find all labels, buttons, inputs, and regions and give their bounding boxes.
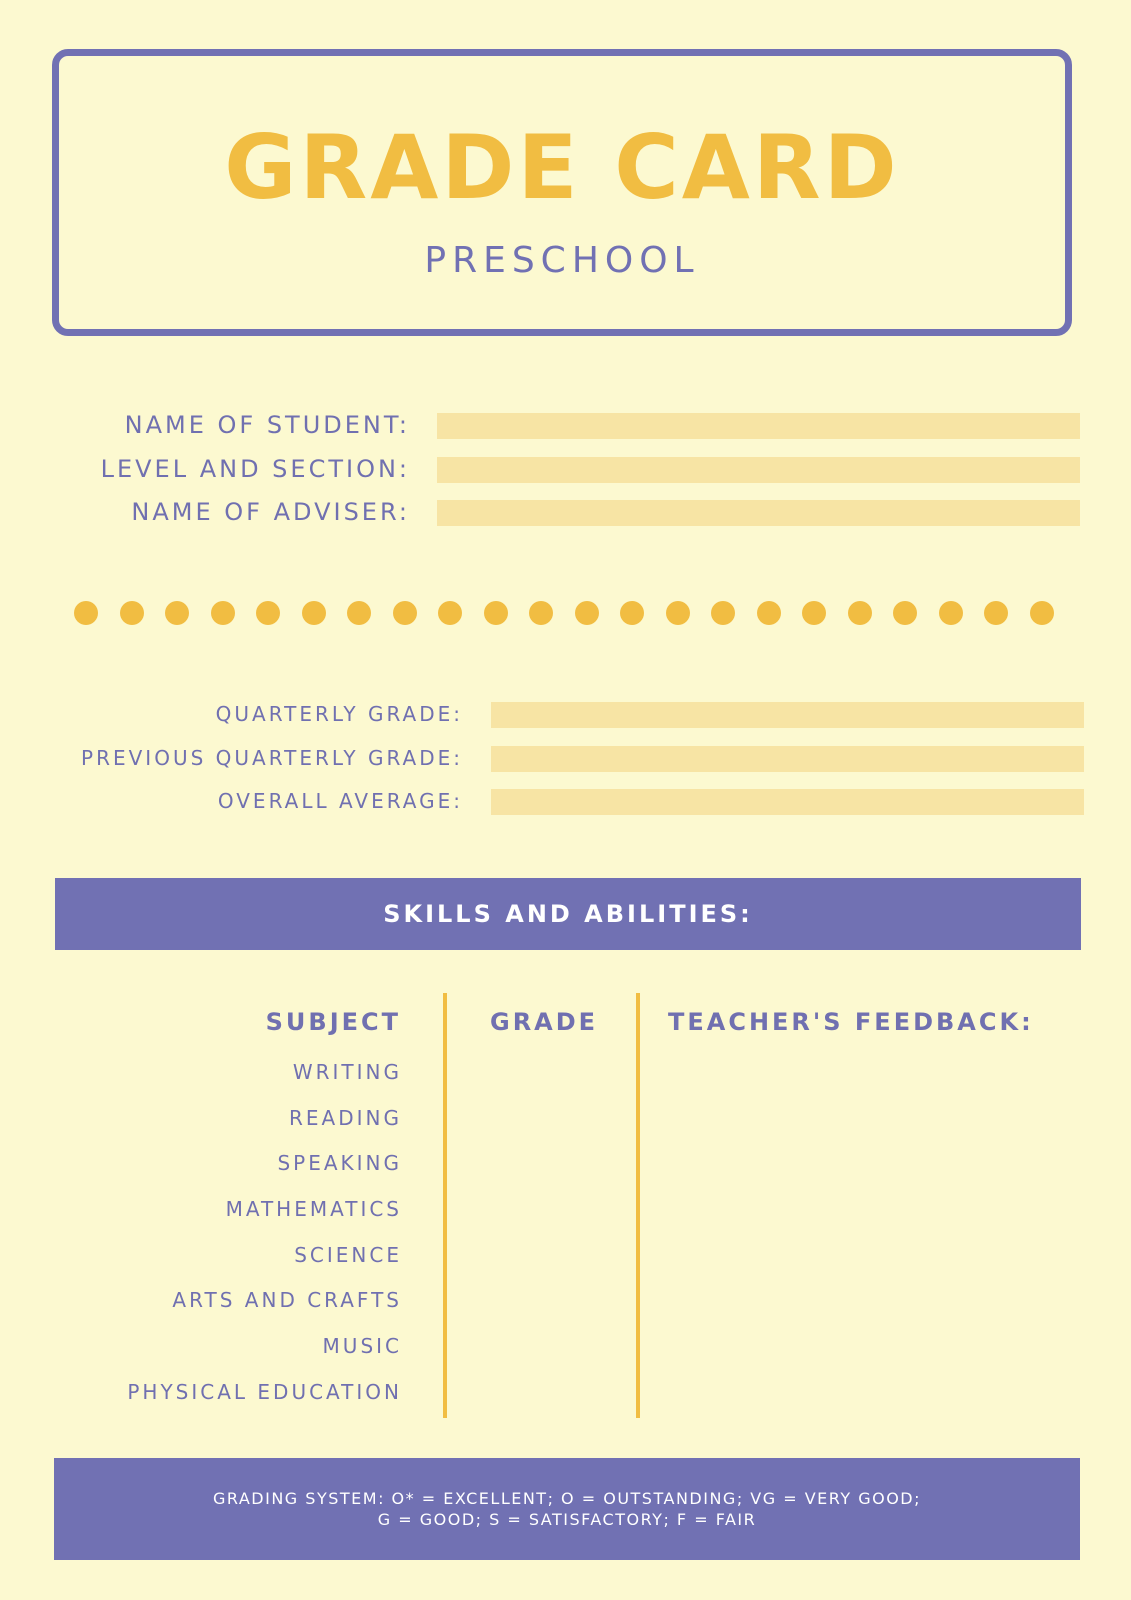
skills-banner: SKILLS AND ABILITIES: xyxy=(55,878,1081,950)
level-section-label: LEVEL AND SECTION: xyxy=(100,455,410,483)
dotted-divider xyxy=(74,601,1054,627)
grading-system-line-2: G = GOOD; S = SATISFACTORY; F = FAIR xyxy=(377,1510,757,1529)
divider-dot xyxy=(302,601,326,625)
divider-dot xyxy=(711,601,735,625)
divider-dot xyxy=(74,601,98,625)
subject-list xyxy=(60,1057,402,1423)
subject-item: ARTS AND CRAFTS xyxy=(172,1288,402,1313)
student-name-field[interactable] xyxy=(437,413,1080,439)
divider-dot xyxy=(757,601,781,625)
subject-item: SCIENCE xyxy=(294,1242,402,1267)
adviser-name-field[interactable] xyxy=(437,500,1080,526)
level-section-row xyxy=(0,454,1131,484)
divider-dot xyxy=(211,601,235,625)
divider-dot xyxy=(165,601,189,625)
divider-dot xyxy=(256,601,280,625)
divider-dot xyxy=(939,601,963,625)
feedback-column-header: TEACHER'S FEEDBACK: xyxy=(668,1008,1034,1036)
level-section-field[interactable] xyxy=(437,457,1080,483)
divider-dot xyxy=(802,601,826,625)
divider-dot xyxy=(984,601,1008,625)
page-subtitle: PRESCHOOL xyxy=(424,240,700,281)
divider-dot xyxy=(529,601,553,625)
quarterly-grade-field[interactable] xyxy=(491,702,1084,728)
column-divider xyxy=(636,993,640,1418)
divider-dot xyxy=(120,601,144,625)
header-box xyxy=(52,49,1072,336)
grading-system-footer xyxy=(54,1458,1080,1560)
divider-dot xyxy=(438,601,462,625)
grade-column-header: GRADE xyxy=(490,1008,599,1036)
divider-dot xyxy=(1030,601,1054,625)
adviser-name-label: NAME OF ADVISER: xyxy=(131,498,410,526)
previous-grade-field[interactable] xyxy=(491,746,1084,772)
subject-item: MUSIC xyxy=(322,1334,402,1359)
quarterly-grade-row xyxy=(0,699,1131,729)
page-title: GRADE CARD xyxy=(224,116,900,219)
previous-grade-row xyxy=(0,743,1131,773)
grading-system-line-1: GRADING SYSTEM: O* = EXCELLENT; O = OUTSTANDING; VG = VERY GOOD; xyxy=(212,1489,922,1508)
divider-dot xyxy=(848,601,872,625)
student-name-label: NAME OF STUDENT: xyxy=(124,411,410,439)
subject-column-header: SUBJECT xyxy=(265,1008,401,1036)
student-name-row xyxy=(0,410,1131,440)
divider-dot xyxy=(620,601,644,625)
divider-dot xyxy=(666,601,690,625)
subject-item: READING xyxy=(289,1105,402,1130)
subject-item: WRITING xyxy=(292,1060,402,1084)
subject-item: MATHEMATICS xyxy=(225,1197,402,1222)
divider-dot xyxy=(893,601,917,625)
divider-dot xyxy=(484,601,508,625)
divider-dot xyxy=(575,601,599,625)
divider-dot xyxy=(347,601,371,625)
quarterly-grade-label: QUARTERLY GRADE: xyxy=(215,702,463,726)
divider-dot xyxy=(393,601,417,625)
overall-average-row xyxy=(0,786,1131,816)
previous-grade-label: PREVIOUS QUARTERLY GRADE: xyxy=(81,746,463,770)
overall-average-label: OVERALL AVERAGE: xyxy=(217,789,463,813)
subject-item: PHYSICAL EDUCATION xyxy=(127,1379,402,1404)
overall-average-field[interactable] xyxy=(491,789,1084,815)
adviser-name-row xyxy=(0,497,1131,527)
subject-item: SPEAKING xyxy=(277,1151,402,1176)
column-divider xyxy=(443,993,447,1418)
